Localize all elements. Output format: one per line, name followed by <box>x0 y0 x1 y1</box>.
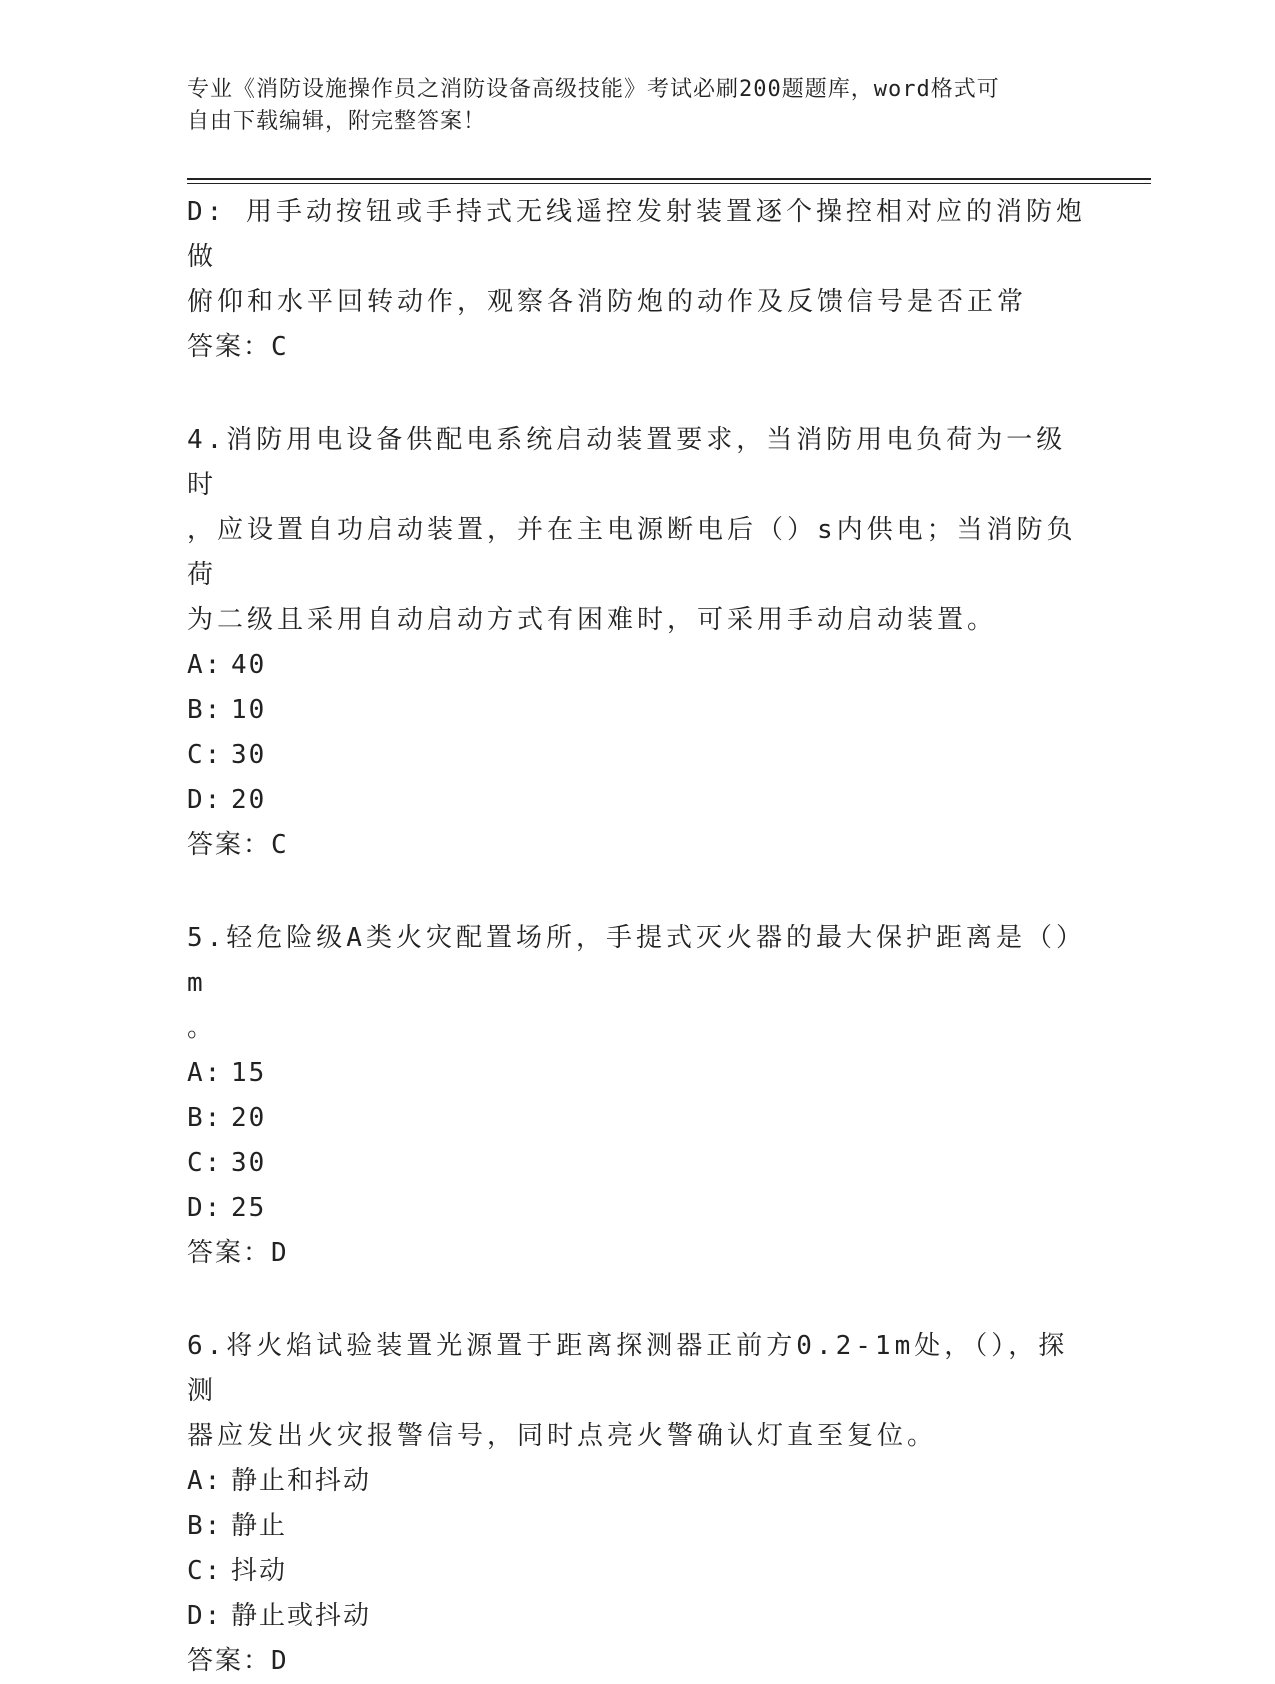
question-text-line: 器应发出火灾报警信号，同时点亮火警确认灯直至复位。 <box>187 1421 938 1451</box>
document-header <box>187 74 1067 138</box>
option-value: 静止 <box>231 1511 288 1541</box>
option-d <box>187 778 1087 823</box>
option-d <box>187 1594 1087 1639</box>
option-key: A: <box>187 1058 223 1088</box>
option-text: 用手动按钮或手持式无线遥控发射装置逐个操控相对应的消防炮做 <box>187 197 1086 272</box>
option-value: 25 <box>231 1193 267 1223</box>
option-key: C: <box>187 740 223 770</box>
answer-label: 答案： <box>187 1646 272 1676</box>
option-value: 抖动 <box>231 1556 288 1586</box>
option-a <box>187 1459 1087 1504</box>
option-key: B: <box>187 1103 223 1133</box>
answer-label: 答案： <box>187 332 272 362</box>
question-text-line: 6.将火焰试验装置光源置于距离探测器正前方0.2-1m处，（），探测 <box>187 1331 1069 1406</box>
option-b <box>187 688 1087 733</box>
answer-value: D <box>271 1646 289 1676</box>
question-6 <box>187 1324 1087 1684</box>
option-key: B: <box>187 1511 223 1541</box>
option-value: 10 <box>231 695 267 725</box>
answer-line <box>187 1231 1087 1276</box>
option-key: C: <box>187 1556 223 1586</box>
option-value: 静止和抖动 <box>231 1466 372 1496</box>
answer-line <box>187 325 1087 370</box>
option-key: A: <box>187 1466 223 1496</box>
option-c <box>187 1141 1087 1186</box>
option-key: D: <box>187 1193 223 1223</box>
option-value: 20 <box>231 785 267 815</box>
option-key: C: <box>187 1148 223 1178</box>
question-5 <box>187 916 1087 1276</box>
option-key: D: <box>187 197 227 227</box>
option-value: 30 <box>231 1148 267 1178</box>
option-key: D: <box>187 785 223 815</box>
option-a <box>187 643 1087 688</box>
answer-label: 答案： <box>187 830 272 860</box>
question-4 <box>187 418 1087 868</box>
answer-value: C <box>271 830 289 860</box>
option-key: A: <box>187 650 223 680</box>
option-value: 15 <box>231 1058 267 1088</box>
option-key: D: <box>187 1601 223 1631</box>
header-divider-thin <box>187 183 1151 184</box>
option-value: 20 <box>231 1103 267 1133</box>
option-b <box>187 1096 1087 1141</box>
header-line-2: 自由下载编辑，附完整答案！ <box>187 109 487 134</box>
question-text-line: 5.轻危险级A类火灾配置场所，手提式灭火器的最大保护距离是（）m <box>187 923 1086 998</box>
option-b <box>187 1504 1087 1549</box>
option-value: 静止或抖动 <box>231 1601 372 1631</box>
answer-value: C <box>271 332 289 362</box>
question-text-line: 4.消防用电设备供配电系统启动装置要求，当消防用电负荷为一级时 <box>187 425 1067 500</box>
option-c <box>187 1549 1087 1594</box>
option-key: B: <box>187 695 223 725</box>
option-d <box>187 1186 1087 1231</box>
answer-value: D <box>271 1238 289 1268</box>
answer-line <box>187 1639 1087 1684</box>
option-value: 30 <box>231 740 267 770</box>
question-text-line: 为二级且采用自动启动方式有困难时，可采用手动启动装置。 <box>187 605 998 635</box>
answer-label: 答案： <box>187 1238 272 1268</box>
answer-line <box>187 823 1087 868</box>
option-d-line-1 <box>187 190 1087 280</box>
question-text-line: ，应设置自功启动装置，并在主电源断电后（）s内供电；当消防负荷 <box>187 515 1077 590</box>
question-list <box>187 190 1087 1684</box>
question-text-line: 。 <box>187 1013 218 1043</box>
question-3-continuation <box>187 190 1087 370</box>
header-line-1: 专业《消防设施操作员之消防设备高级技能》考试必刷200题题库，word格式可 <box>187 77 1000 102</box>
option-c <box>187 733 1087 778</box>
option-value: 40 <box>231 650 267 680</box>
header-divider-thick <box>187 178 1151 180</box>
option-d-line-2: 俯仰和水平回转动作，观察各消防炮的动作及反馈信号是否正常 <box>187 287 1028 317</box>
option-a <box>187 1051 1087 1096</box>
